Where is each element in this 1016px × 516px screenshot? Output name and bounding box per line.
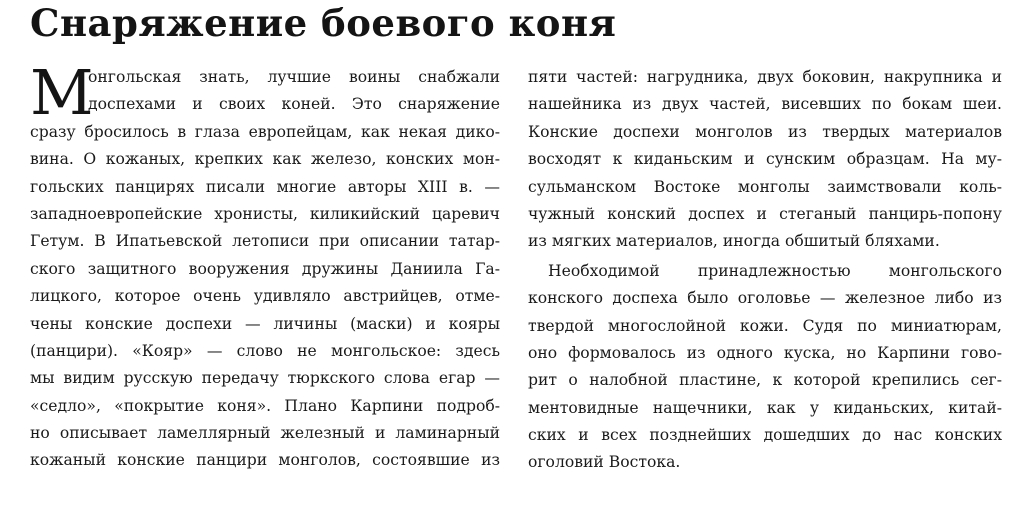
paragraph <box>528 258 1002 477</box>
text-line: доспехами и своих коней. Это снаряжение <box>88 95 500 114</box>
text-line: кожаный конские панцири монголов, состоявшие из <box>30 451 500 470</box>
text-line: Необходимой принадлежностью монгольского <box>548 261 1002 280</box>
text-line: ментовидные нащечники, как у киданьских, китай- <box>528 398 1002 417</box>
text-line: Конские доспехи монголов из твердых материалов <box>528 122 1002 141</box>
text-line: сразу бросилось в глаза европейцам, как некая дико- <box>30 122 500 141</box>
text-line: ского защитного вооружения дружины Даниила Га- <box>30 259 500 278</box>
text-line: гольских панцирях писали многие авторы XIII в. — <box>30 177 500 196</box>
text-line: лицкого, которое очень удивляло австрийцев, отме- <box>30 287 500 306</box>
text-line: из мягких материалов, иногда обшитый бляхами. <box>528 232 940 251</box>
text-line: оголовий Востока. <box>528 453 681 472</box>
text-line: но описывает ламеллярный железный и ламинарный <box>30 424 500 443</box>
drop-cap: М <box>30 56 94 129</box>
text-line: сульманском Востоке монголы заимствовали коль- <box>528 177 1002 196</box>
text-line: онгольская знать, лучшие воины снабжали <box>88 68 500 86</box>
text-line: (панцири). «Кояр» — слово не монгольское: здесь <box>30 341 500 360</box>
text-line: западноевропейские хронисты, киликийский царевич <box>30 204 500 223</box>
text-line: твердой многослойной кожи. Судя по миниатюрам, <box>528 316 1002 335</box>
right-column <box>528 64 1002 477</box>
text-line: нашейника из двух частей, висевших по бокам шеи. <box>528 95 1002 114</box>
page-title: Снаряжение боевого коня <box>30 1 617 45</box>
text-line: мы видим русскую передачу тюркского слова егар — <box>30 369 500 388</box>
paragraph <box>528 64 1002 256</box>
text-line: вина. О кожаных, крепких как железо, конских мон- <box>30 150 500 169</box>
text-line: Гетум. В Ипатьевской летописи при описании татар- <box>30 232 500 251</box>
text-line: рит о налобной пластине, к которой крепились сег- <box>528 371 1002 390</box>
text-line: чены конские доспехи — личины (маски) и кояры <box>30 314 500 333</box>
text-line: ских и всех позднейших дошедших до нас конских <box>528 426 1002 445</box>
text-line: конского доспеха было оголовье — железное либо из <box>528 289 1002 308</box>
left-column <box>30 56 500 475</box>
text-line: чужный конский доспех и стеганый панцирь-попону <box>528 204 1002 223</box>
text-line: пяти частей: нагрудника, двух боковин, накрупника и <box>528 68 1002 86</box>
text-line: «седло», «покрытие коня». Плано Карпини подроб- <box>30 396 500 415</box>
text-line: восходят к киданьским и сунским образцам. На му- <box>528 150 1002 169</box>
text-line: оно формовалось из одного куска, но Карпини гово- <box>528 343 1002 362</box>
